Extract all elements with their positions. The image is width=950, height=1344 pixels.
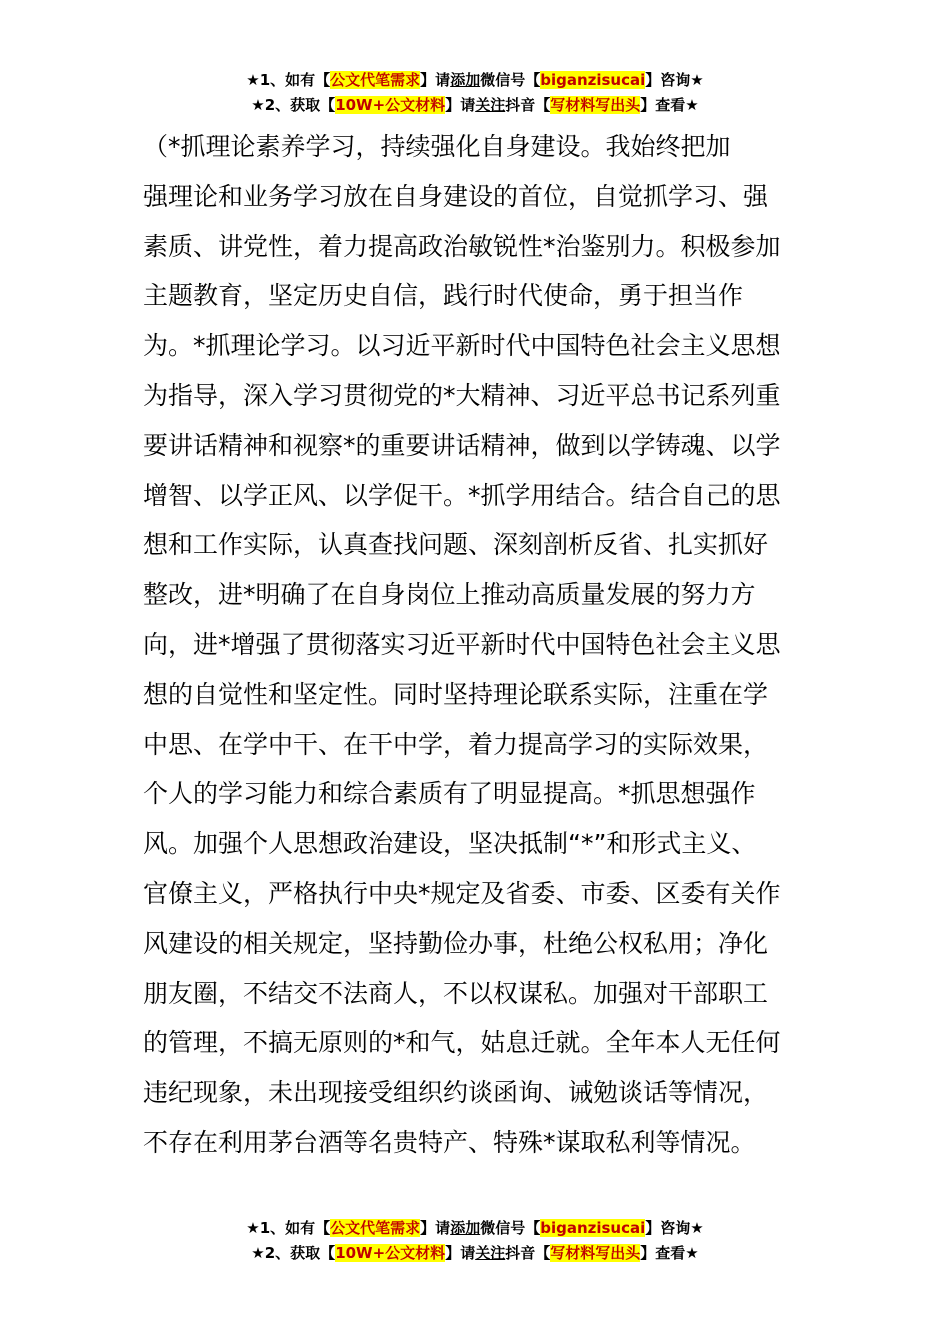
body-line: 想的自觉性和坚定性。同时坚持理论联系实际，注重在学 <box>143 679 769 709</box>
body-line: 官僚主义，严格执行中央*规定及省委、市委、区委有关作 <box>143 878 781 908</box>
banner-douyin-id: 写材料写出头 <box>550 96 641 114</box>
banner-text: ★1、如有【 <box>246 71 331 89</box>
banner-text: 】请 <box>445 96 476 114</box>
footer-banner <box>0 1216 950 1266</box>
body-line: （*抓理论素养学习，持续强化自身建设。我始终把加 <box>143 132 731 161</box>
body-line: 要讲话精神和视察*的重要讲话精神，做到以学铸魂、以学 <box>143 430 781 460</box>
banner-text: 】咨询★ <box>645 1219 704 1237</box>
banner-text: 抖音【 <box>505 96 551 114</box>
banner-text: 】请 <box>420 71 451 89</box>
banner-line-1 <box>0 68 950 93</box>
banner-highlight: 公文代笔需求 <box>330 71 421 89</box>
banner-text: 微信号【 <box>480 71 541 89</box>
banner-text: 】请 <box>445 1244 476 1262</box>
banner-text: 】查看★ <box>640 1244 699 1262</box>
banner-underline: 添加 <box>450 71 481 89</box>
banner-line-2 <box>0 93 950 118</box>
banner-line-1 <box>0 1216 950 1241</box>
banner-underline: 添加 <box>450 1219 481 1237</box>
body-line: 违纪现象，未出现接受组织约谈函询、诫勉谈话等情况， <box>143 1078 769 1108</box>
body-line: 风。加强个人思想政治建设，坚决抵制“*”和形式主义、 <box>143 829 757 859</box>
body-line: 朋友圈，不结交不法商人，不以权谋私。加强对干部职工 <box>143 978 769 1008</box>
banner-text: 】请 <box>420 1219 451 1237</box>
body-line: 整改，进*明确了在自身岗位上推动高质量发展的努力方 <box>143 580 756 610</box>
body-line: 素质、讲党性，着力提高政治敏锐性*治鉴别力。积极参加 <box>143 231 781 261</box>
banner-text: 微信号【 <box>480 1219 541 1237</box>
banner-text: 】查看★ <box>640 96 699 114</box>
banner-wechat-id: biganzisucai <box>540 71 646 89</box>
body-line: 为。*抓理论学习。以习近平新时代中国特色社会主义思想 <box>143 331 781 361</box>
banner-underline: 关注 <box>475 1244 506 1262</box>
banner-underline: 关注 <box>475 96 506 114</box>
body-line: 的管理，不搞无原则的*和气，姑息迁就。全年本人无任何 <box>143 1028 781 1058</box>
body-line: 强理论和业务学习放在自身建设的首位，自觉抓学习、强 <box>143 181 769 211</box>
banner-line-2 <box>0 1241 950 1266</box>
banner-wechat-id: biganzisucai <box>540 1219 646 1237</box>
banner-text: ★2、获取【 <box>251 1244 336 1262</box>
body-line: 中思、在学中干、在干中学，着力提高学习的实际效果， <box>143 729 769 759</box>
banner-text: 】咨询★ <box>645 71 704 89</box>
document-body <box>143 122 811 1168</box>
body-line: 向，进*增强了贯彻落实习近平新时代中国特色社会主义思 <box>143 629 781 659</box>
banner-text: 抖音【 <box>505 1244 551 1262</box>
body-line: 风建设的相关规定，坚持勤俭办事，杜绝公权私用；净化 <box>143 928 769 958</box>
banner-douyin-id: 写材料写出头 <box>550 1244 641 1262</box>
banner-text: ★1、如有【 <box>246 1219 331 1237</box>
banner-highlight: 公文代笔需求 <box>330 1219 421 1237</box>
banner-highlight: 10W+公文材料 <box>335 1244 446 1262</box>
body-line: 为指导，深入学习贯彻党的*大精神、习近平总书记系列重 <box>143 380 781 410</box>
header-banner <box>0 68 950 118</box>
body-line: 增智、以学正风、以学促干。*抓学用结合。结合自己的思 <box>143 480 781 510</box>
banner-text: ★2、获取【 <box>251 96 336 114</box>
body-line: 不存在利用茅台酒等名贵特产、特殊*谋取私利等情况。 <box>143 1127 756 1157</box>
body-line: 想和工作实际，认真查找问题、深刻剖析反省、扎实抓好 <box>143 530 769 560</box>
banner-highlight: 10W+公文材料 <box>335 96 446 114</box>
body-line: 个人的学习能力和综合素质有了明显提高。*抓思想强作 <box>143 779 756 809</box>
body-line: 主题教育，坚定历史自信，践行时代使命，勇于担当作 <box>143 281 744 311</box>
